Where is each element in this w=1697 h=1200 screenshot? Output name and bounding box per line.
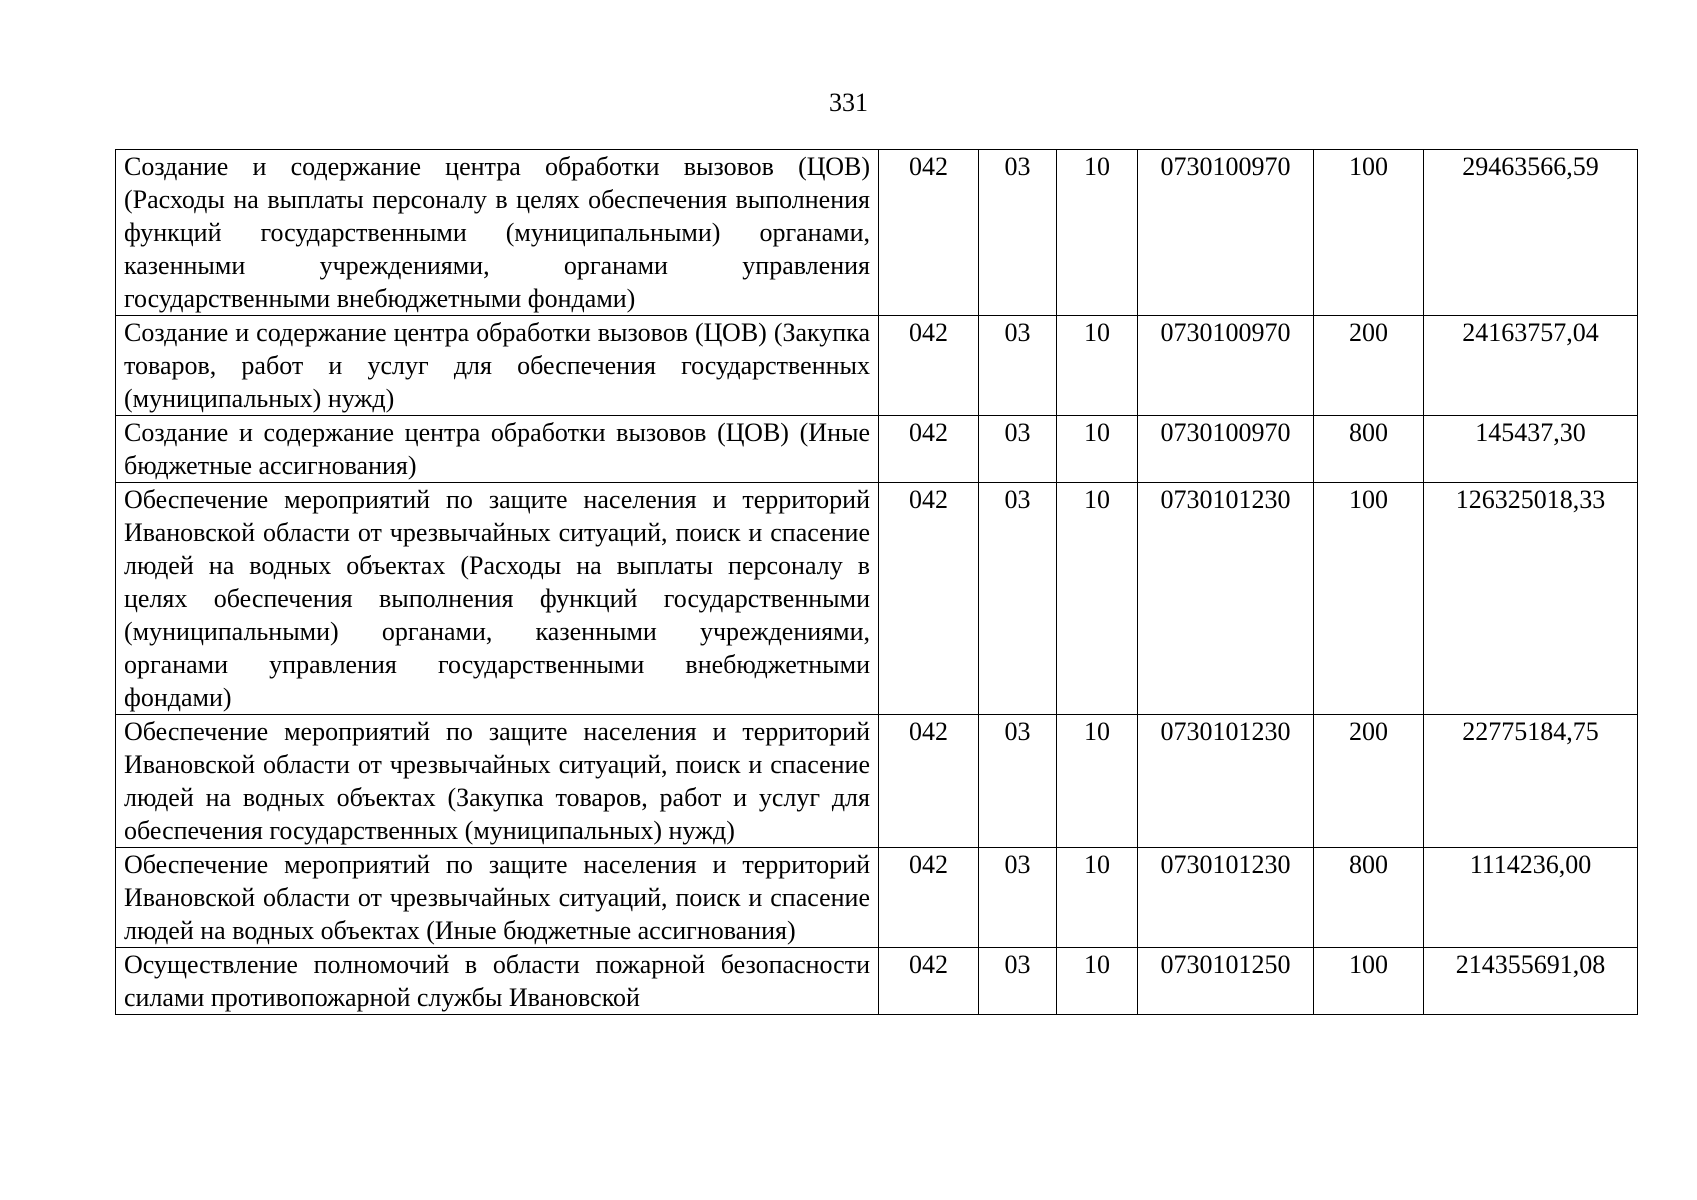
- row-section-code: 03: [979, 416, 1057, 483]
- table-row: [116, 316, 1638, 416]
- table-row: [116, 416, 1638, 483]
- row-section-code: 03: [979, 848, 1057, 948]
- table-row: [116, 715, 1638, 848]
- row-subsection-code: 10: [1057, 715, 1138, 848]
- row-expense-type-code: 200: [1314, 316, 1424, 416]
- table-row: [116, 948, 1638, 1015]
- row-description: Обеспечение мероприятий по защите населения и территорий Ивановской области от чрезвычайных ситуаций, поиск и спасение людей на водных объектах (Иные бюджетные ассигнования): [116, 848, 879, 948]
- row-amount: 145437,30: [1424, 416, 1638, 483]
- row-expense-type-code: 800: [1314, 416, 1424, 483]
- table-row: [116, 483, 1638, 715]
- page-number: 331: [829, 88, 868, 117]
- row-subsection-code: 10: [1057, 483, 1138, 715]
- row-section-code: 03: [979, 150, 1057, 316]
- row-description: Осуществление полномочий в области пожарной безопасности силами противопожарной службы Ивановской: [116, 948, 879, 1015]
- row-section-code: 03: [979, 948, 1057, 1015]
- row-section-code: 03: [979, 483, 1057, 715]
- row-subsection-code: 10: [1057, 416, 1138, 483]
- row-section-code: 03: [979, 715, 1057, 848]
- row-ved-code: 042: [879, 316, 979, 416]
- row-amount: 22775184,75: [1424, 715, 1638, 848]
- row-target-article-code: 0730101250: [1138, 948, 1314, 1015]
- row-description: Обеспечение мероприятий по защите населения и территорий Ивановской области от чрезвычайных ситуаций, поиск и спасение людей на водных объектах (Закупка товаров, работ и услуг для обеспечения государственных (муниципальных) нужд): [116, 715, 879, 848]
- row-expense-type-code: 800: [1314, 848, 1424, 948]
- row-target-article-code: 0730101230: [1138, 483, 1314, 715]
- row-subsection-code: 10: [1057, 316, 1138, 416]
- row-ved-code: 042: [879, 715, 979, 848]
- row-expense-type-code: 100: [1314, 150, 1424, 316]
- row-target-article-code: 0730100970: [1138, 316, 1314, 416]
- row-ved-code: 042: [879, 848, 979, 948]
- table-row: [116, 848, 1638, 948]
- table-row: [116, 150, 1638, 316]
- row-subsection-code: 10: [1057, 948, 1138, 1015]
- row-description: Создание и содержание центра обработки вызовов (ЦОВ) (Иные бюджетные ассигнования): [116, 416, 879, 483]
- row-subsection-code: 10: [1057, 150, 1138, 316]
- row-target-article-code: 0730100970: [1138, 416, 1314, 483]
- row-description: Обеспечение мероприятий по защите населения и территорий Ивановской области от чрезвычайных ситуаций, поиск и спасение людей на водных объектах (Расходы на выплаты персоналу в целях обеспечения выполнения функций государственными (муниципальными) органами, казенными учреждениями, органами управления государственными внебюджетными фондами): [116, 483, 879, 715]
- row-expense-type-code: 200: [1314, 715, 1424, 848]
- row-expense-type-code: 100: [1314, 483, 1424, 715]
- row-subsection-code: 10: [1057, 848, 1138, 948]
- row-expense-type-code: 100: [1314, 948, 1424, 1015]
- row-target-article-code: 0730101230: [1138, 848, 1314, 948]
- row-section-code: 03: [979, 316, 1057, 416]
- row-ved-code: 042: [879, 948, 979, 1015]
- row-description: Создание и содержание центра обработки вызовов (ЦОВ) (Расходы на выплаты персоналу в целях обеспечения выполнения функций государственными (муниципальными) органами, казенными учреждениями, органами управления государственными внебюджетными фондами): [116, 150, 879, 316]
- row-amount: 24163757,04: [1424, 316, 1638, 416]
- budget-table: [115, 149, 1638, 1015]
- row-amount: 29463566,59: [1424, 150, 1638, 316]
- row-description: Создание и содержание центра обработки вызовов (ЦОВ) (Закупка товаров, работ и услуг для обеспечения государственных (муниципальных) нужд): [116, 316, 879, 416]
- row-ved-code: 042: [879, 416, 979, 483]
- row-target-article-code: 0730101230: [1138, 715, 1314, 848]
- row-amount: 126325018,33: [1424, 483, 1638, 715]
- row-target-article-code: 0730100970: [1138, 150, 1314, 316]
- row-ved-code: 042: [879, 150, 979, 316]
- row-amount: 1114236,00: [1424, 848, 1638, 948]
- row-amount: 214355691,08: [1424, 948, 1638, 1015]
- row-ved-code: 042: [879, 483, 979, 715]
